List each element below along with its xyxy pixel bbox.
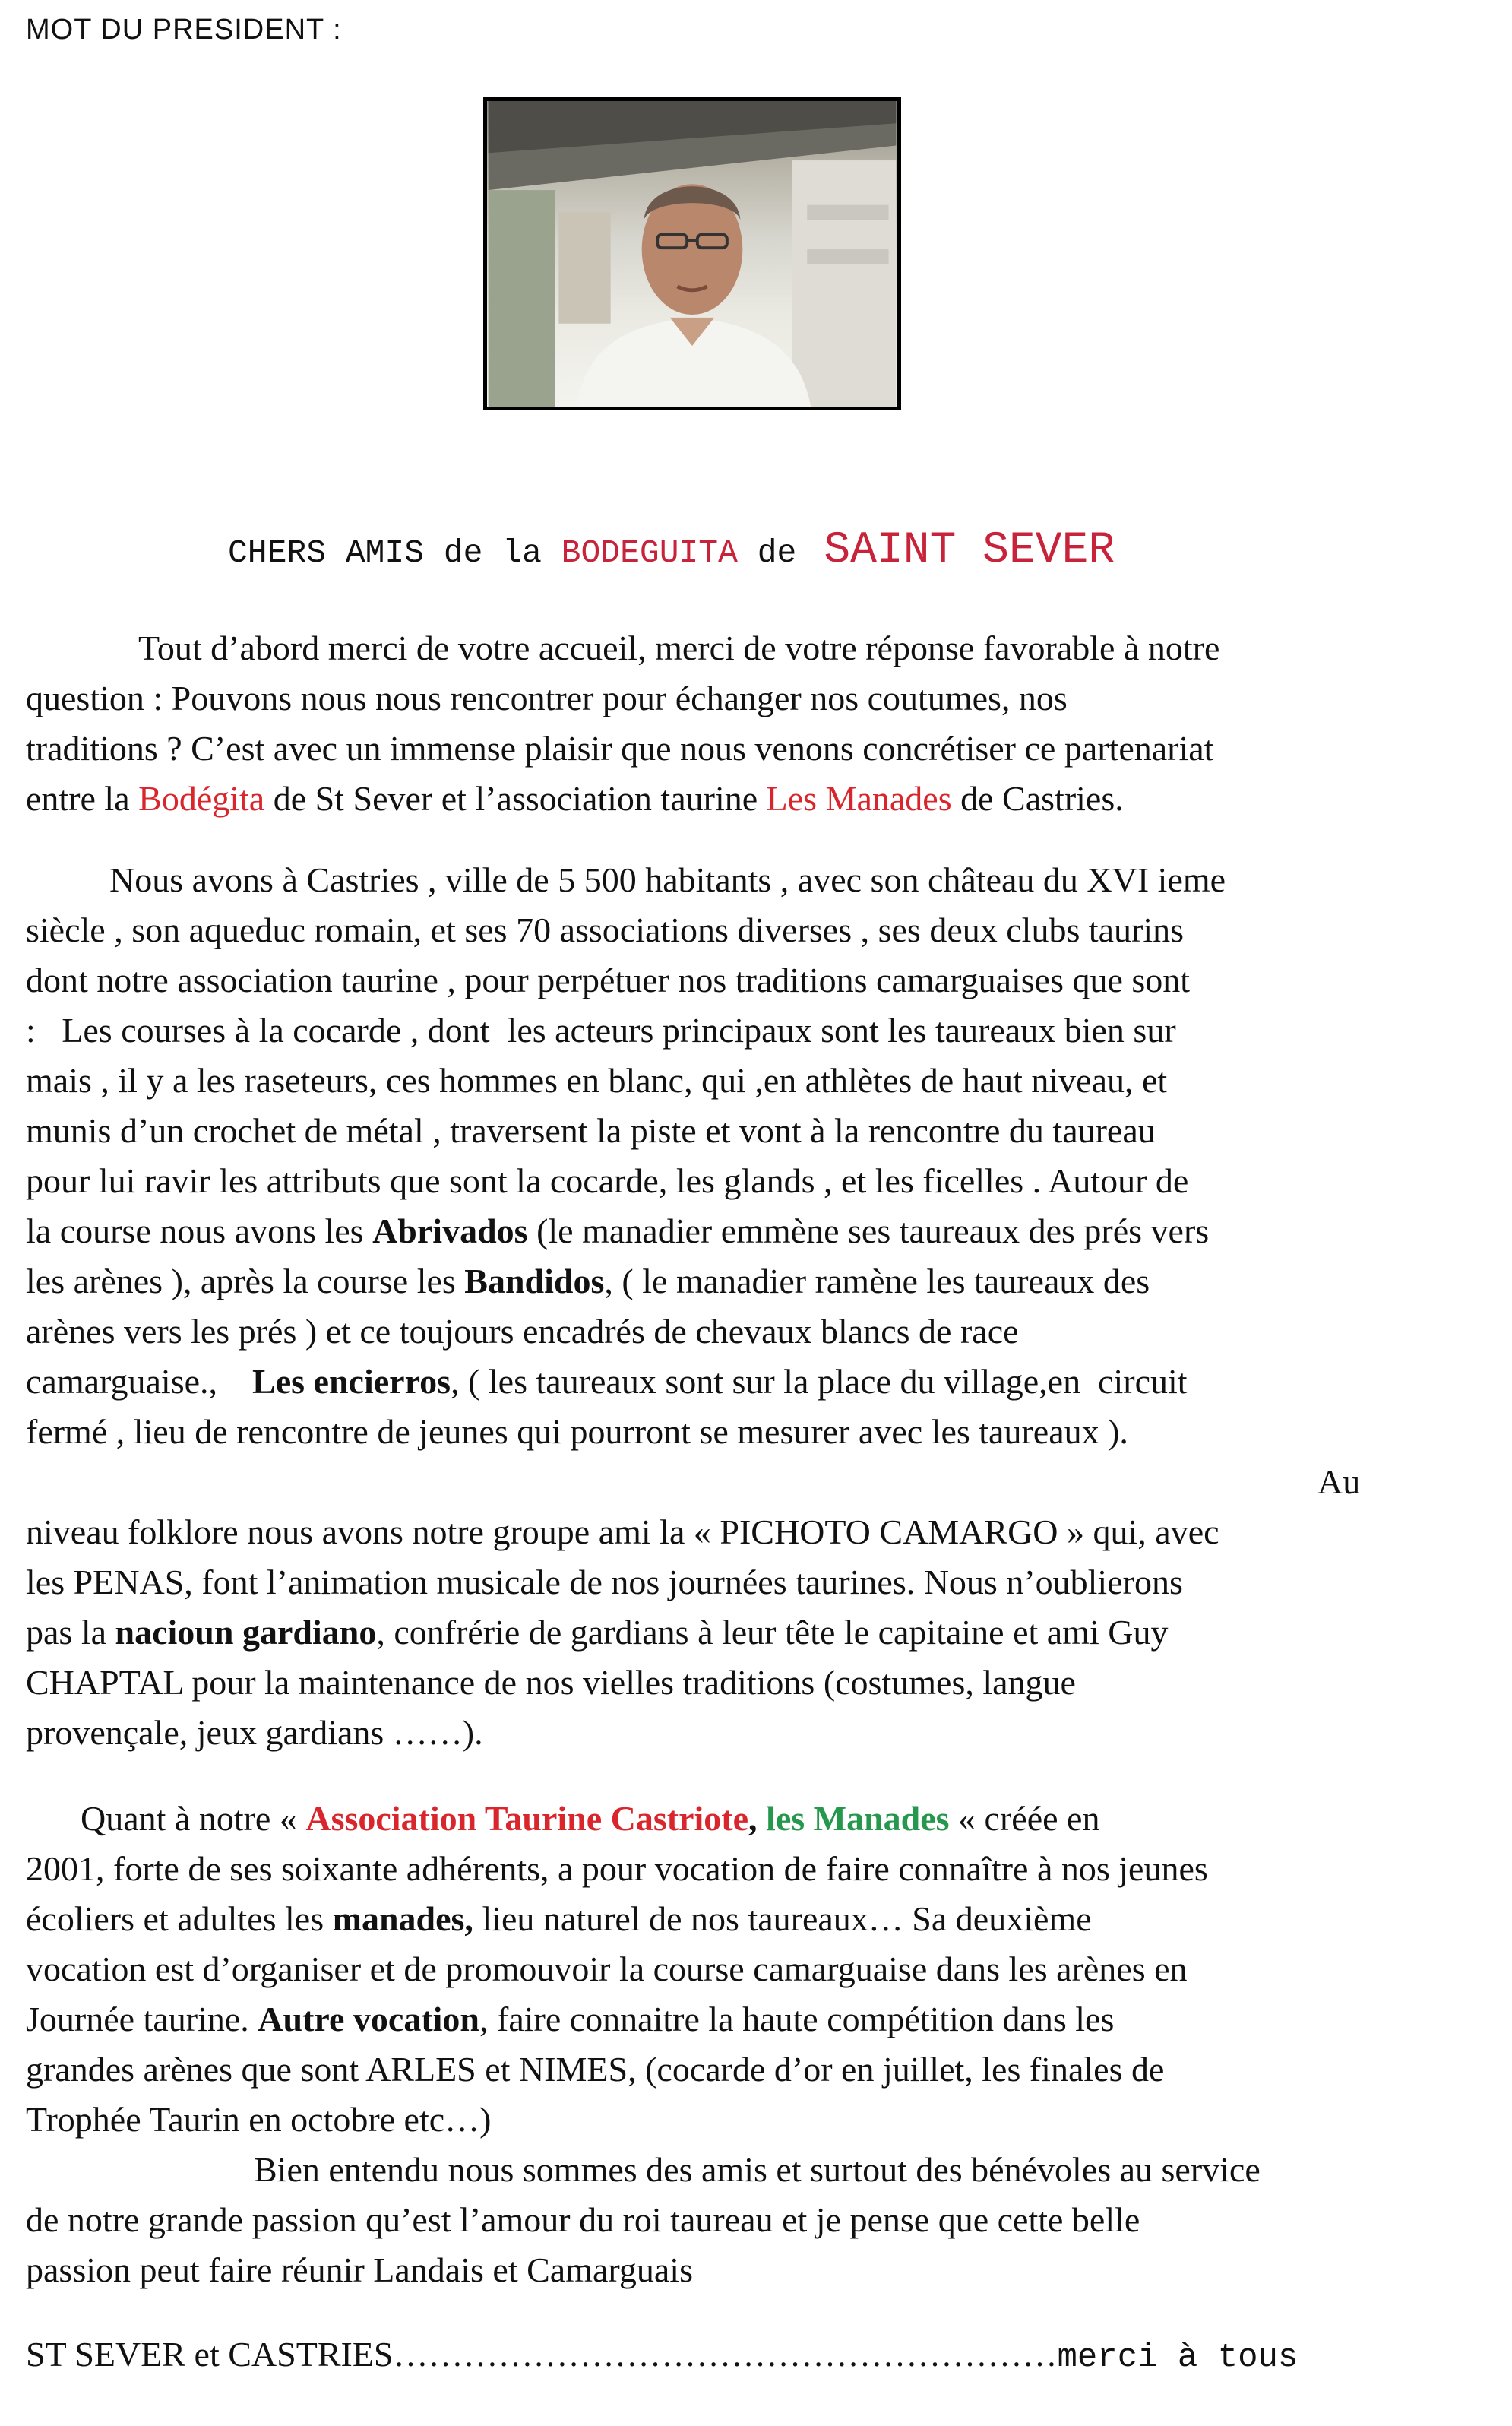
salutation-part1: CHERS AMIS de la — [228, 534, 561, 572]
text-span: , faire connaitre la haute compétition dans les — [479, 2000, 1115, 2038]
text-span: camarguaise., — [26, 1362, 253, 1401]
text-line: dont notre association taurine , pour perpétuer nos traditions camarguaises que sont — [26, 961, 1191, 999]
text-span: pas la — [26, 1613, 115, 1652]
text-line: Trophée Taurin en octobre etc…) — [26, 2100, 492, 2139]
text-line: traditions ? C’est avec un immense plaisir que nous venons concrétiser ce partenariat — [26, 729, 1214, 768]
salutation — [228, 526, 1115, 575]
les-manades-name: les Manades — [766, 1799, 950, 1838]
text-line: grandes arènes que sont ARLES et NIMES, (cocarde d’or en juillet, les finales de — [26, 2050, 1165, 2089]
paragraph-castries — [26, 855, 1492, 1758]
text-line: arènes vers les prés ) et ce toujours encadrés de chevaux blancs de race — [26, 1312, 1019, 1351]
text-span: de Castries. — [951, 779, 1124, 818]
text-span: lieu naturel de nos taureaux… Sa deuxième — [473, 1899, 1092, 1938]
text-span: Journée taurine. — [26, 2000, 258, 2038]
text-line: passion peut faire réunir Landais et Camarguais — [26, 2250, 693, 2289]
text-line — [26, 1256, 1492, 1306]
text-line: : Les courses à la cocarde , dont les acteurs principaux sont les taureaux bien sur — [26, 1011, 1176, 1050]
text-line: Tout d’abord merci de votre accueil, merci de votre réponse favorable à notre — [138, 629, 1220, 667]
closing-text: ST SEVER et CASTRIES………………………………………………… — [26, 2335, 1058, 2374]
text-line — [26, 1794, 1492, 1844]
paragraph-intro — [26, 623, 1492, 824]
text-line: Nous avons à Castries , ville de 5 500 habitants , avec son château du XVI ieme — [109, 860, 1226, 899]
text-line — [26, 774, 1492, 824]
closing-merci: merci à tous — [1057, 2339, 1298, 2377]
text-span: écoliers et adultes les — [26, 1899, 333, 1938]
text-line: niveau folklore nous avons notre groupe ami la « PICHOTO CAMARGO » qui, avec — [26, 1512, 1219, 1551]
encierros-text: Les encierros — [252, 1362, 451, 1401]
text-line — [26, 1206, 1492, 1256]
text-line: les PENAS, font l’animation musicale de nos journées taurines. Nous n’oublierons — [26, 1563, 1183, 1601]
paragraph-association — [26, 1794, 1492, 2295]
text-span: , ( le manadier ramène les taureaux des — [604, 1262, 1150, 1300]
text-span: les arènes ), après la course les — [26, 1262, 465, 1300]
text-line — [26, 1607, 1492, 1658]
autre-vocation-text: Autre vocation — [258, 2000, 480, 2038]
text-line: question : Pouvons nous nous rencontrer pour échanger nos coutumes, nos — [26, 679, 1068, 717]
text-line — [26, 1357, 1492, 1407]
bandidos-text: Bandidos — [464, 1262, 605, 1300]
association-name: Association Taurine Castriote — [305, 1799, 749, 1838]
text-span: , ( les taureaux sont sur la place du village,en circuit — [451, 1362, 1188, 1401]
text-span: entre la — [26, 779, 139, 818]
text-line: vocation est d’organiser et de promouvoir la course camarguaise dans les arènes en — [26, 1949, 1188, 1988]
text-span: , confrérie de gardians à leur tête le capitaine et ami Guy — [376, 1613, 1169, 1652]
manades-text: Les Manades — [766, 779, 952, 818]
text-line: pour lui ravir les attributs que sont la cocarde, les glands , et les ficelles . Autour de — [26, 1161, 1189, 1200]
text-line: mais , il y a les raseteurs, ces hommes en blanc, qui ,en athlètes de haut niveau, et — [26, 1061, 1168, 1100]
text-line: munis d’un crochet de métal , traversent la piste et vont à la rencontre du taureau — [26, 1111, 1156, 1150]
text-line — [26, 1894, 1492, 1944]
text-line: Bien entendu nous sommes des amis et surtout des bénévoles au service — [254, 2150, 1261, 2189]
closing-line — [26, 2329, 1492, 2383]
bodegita-text: Bodégita — [138, 779, 265, 818]
text-span: « créée en — [949, 1799, 1100, 1838]
text-span: (le manadier emmène ses taureaux des prés vers — [527, 1211, 1210, 1250]
text-line: de notre grande passion qu’est l’amour du roi taureau et je pense que cette belle — [26, 2200, 1140, 2239]
salutation-bodeguita: BODEGUITA — [561, 534, 738, 572]
text-line: Au — [1317, 1462, 1361, 1501]
text-line: 2001, forte de ses soixante adhérents, a pour vocation de faire connaître à nos jeunes — [26, 1849, 1208, 1888]
text-line: CHAPTAL pour la maintenance de nos vielles traditions (costumes, langue — [26, 1663, 1076, 1702]
text-line — [26, 1994, 1492, 2044]
manades-bold-text: manades, — [332, 1899, 473, 1938]
salutation-saint-sever: SAINT SEVER — [824, 526, 1115, 575]
text-span: la course nous avons les — [26, 1211, 373, 1250]
text-span: Quant à notre « — [81, 1799, 306, 1838]
salutation-part2: de — [737, 534, 797, 572]
page-heading: MOT DU PRESIDENT : — [26, 14, 342, 46]
abrivados-text: Abrivados — [372, 1211, 528, 1250]
text-line: fermé , lieu de rencontre de jeunes qui pourront se mesurer avec les taureaux ). — [26, 1412, 1128, 1451]
text-span: de St Sever et l’association taurine — [264, 779, 767, 818]
text-line: siècle , son aqueduc romain, et ses 70 associations diverses , ses deux clubs taurins — [26, 911, 1185, 949]
text-line: provençale, jeux gardians ……). — [26, 1713, 483, 1752]
president-portrait-photo-icon — [487, 101, 897, 407]
text-span: , — [748, 1799, 767, 1838]
nacioun-text: nacioun gardiano — [115, 1613, 377, 1652]
president-photo — [483, 97, 901, 410]
